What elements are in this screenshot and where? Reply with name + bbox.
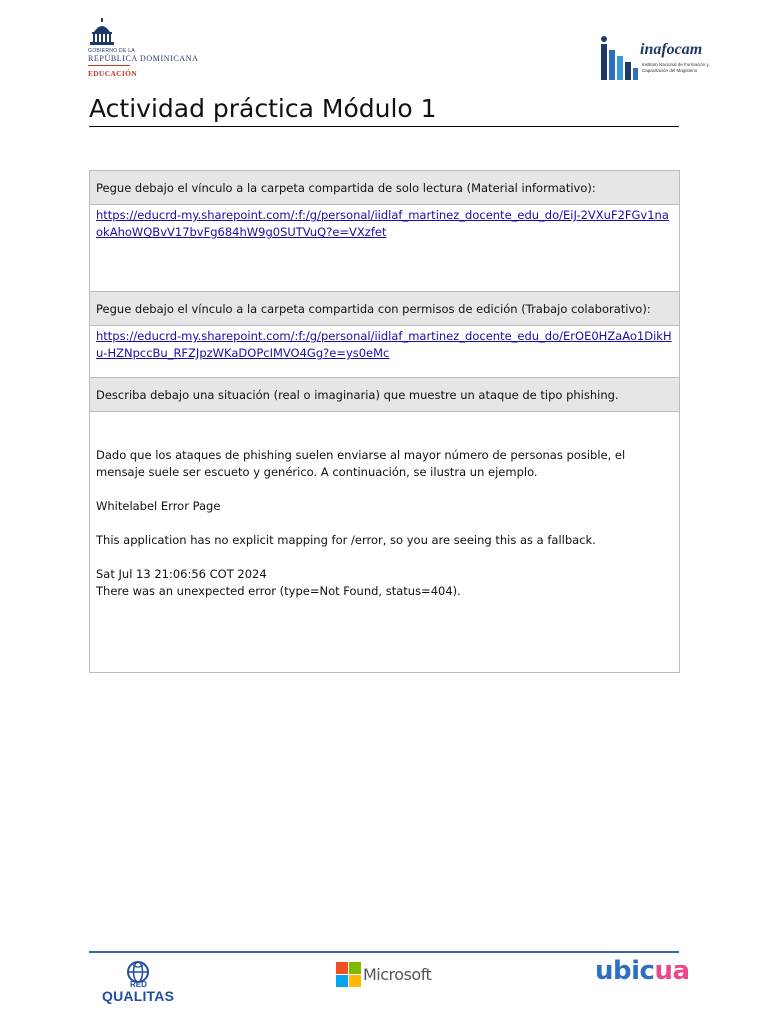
ubicua-logo xyxy=(595,956,690,986)
table-row xyxy=(90,326,680,378)
page-header xyxy=(0,0,768,95)
answer-paragraph-error-status: There was an unexpected error (type=Not Found, status=404). xyxy=(96,584,461,598)
capitol-dome-icon xyxy=(88,18,116,46)
ubicua-part2: ua xyxy=(654,956,690,986)
table-row xyxy=(90,205,680,292)
red-qualitas-logo xyxy=(100,960,180,1006)
red-qualitas-line1: RED xyxy=(130,980,147,989)
table-row xyxy=(90,292,680,326)
ubicua-part1: ubic xyxy=(595,956,655,986)
microsoft-logo xyxy=(336,962,436,990)
answer-cell-edit-link xyxy=(90,326,680,378)
prompt-edit-folder: Pegue debajo el vínculo a la carpeta compartida con permisos de edición (Trabajo colaborativo): xyxy=(90,292,680,326)
gobierno-logo xyxy=(88,18,218,82)
microsoft-name: Microsoft xyxy=(363,965,432,984)
inafocam-bars-icon xyxy=(600,36,638,82)
table-row xyxy=(90,378,680,412)
gov-logo-line2: REPÚBLICA DOMINICANA xyxy=(88,54,199,63)
answer-paragraph-intro: Dado que los ataques de phishing suelen enviarse al mayor número de personas posible, el mensaje suele ser escueto y genérico. A continuación, se ilustra un ejemplo. xyxy=(96,448,626,479)
phishing-answer-cell xyxy=(90,412,680,673)
red-qualitas-line2: QUALITAS xyxy=(102,988,175,1004)
answer-paragraph-error-title: Whitelabel Error Page xyxy=(96,499,221,513)
prompt-phishing-scenario: Describa debajo una situación (real o imaginaria) que muestre un ataque de tipo phishing. xyxy=(90,378,680,412)
table-row xyxy=(90,171,680,205)
gov-logo-divider xyxy=(88,65,130,66)
page-title: Actividad práctica Módulo 1 xyxy=(89,94,437,123)
microsoft-squares-icon xyxy=(336,962,361,987)
gov-logo-line1: GOBIERNO DE LA xyxy=(88,48,135,54)
inafocam-name: inafocam xyxy=(640,41,703,58)
prompt-read-only-folder: Pegue debajo el vínculo a la carpeta compartida de solo lectura (Material informativo): xyxy=(90,171,680,205)
answer-paragraph-error-message: This application has no explicit mapping for /error, so you are seeing this as a fallback. xyxy=(96,533,596,547)
inafocam-logo xyxy=(600,36,720,82)
gov-logo-line3: EDUCACIÓN xyxy=(88,69,137,78)
title-underline xyxy=(89,126,679,127)
answer-paragraph-timestamp: Sat Jul 13 21:06:56 COT 2024 xyxy=(96,567,267,581)
footer-divider xyxy=(89,951,679,953)
activity-form-table xyxy=(89,170,680,673)
read-only-folder-link[interactable]: https://educrd-my.sharepoint.com/:f:/g/personal/iidlaf_martinez_docente_edu_do/EiJ-2VXuF2FGv1naokAhoWQBvV17bvFg684hW9g0SUTVuQ?e=VXzfet xyxy=(96,208,669,239)
inafocam-subtitle: Instituto Nacional de Formación y Capacitación del Magisterio xyxy=(642,62,709,73)
edit-folder-link[interactable]: https://educrd-my.sharepoint.com/:f:/g/personal/iidlaf_martinez_docente_edu_do/ErOE0HZaAo1DikHu-HZNpccBu_RFZJpzWKaDOPcIMVO4Gg?e=ys0eMc xyxy=(96,329,672,360)
table-row xyxy=(90,412,680,673)
answer-cell-read-only-link xyxy=(90,205,680,292)
